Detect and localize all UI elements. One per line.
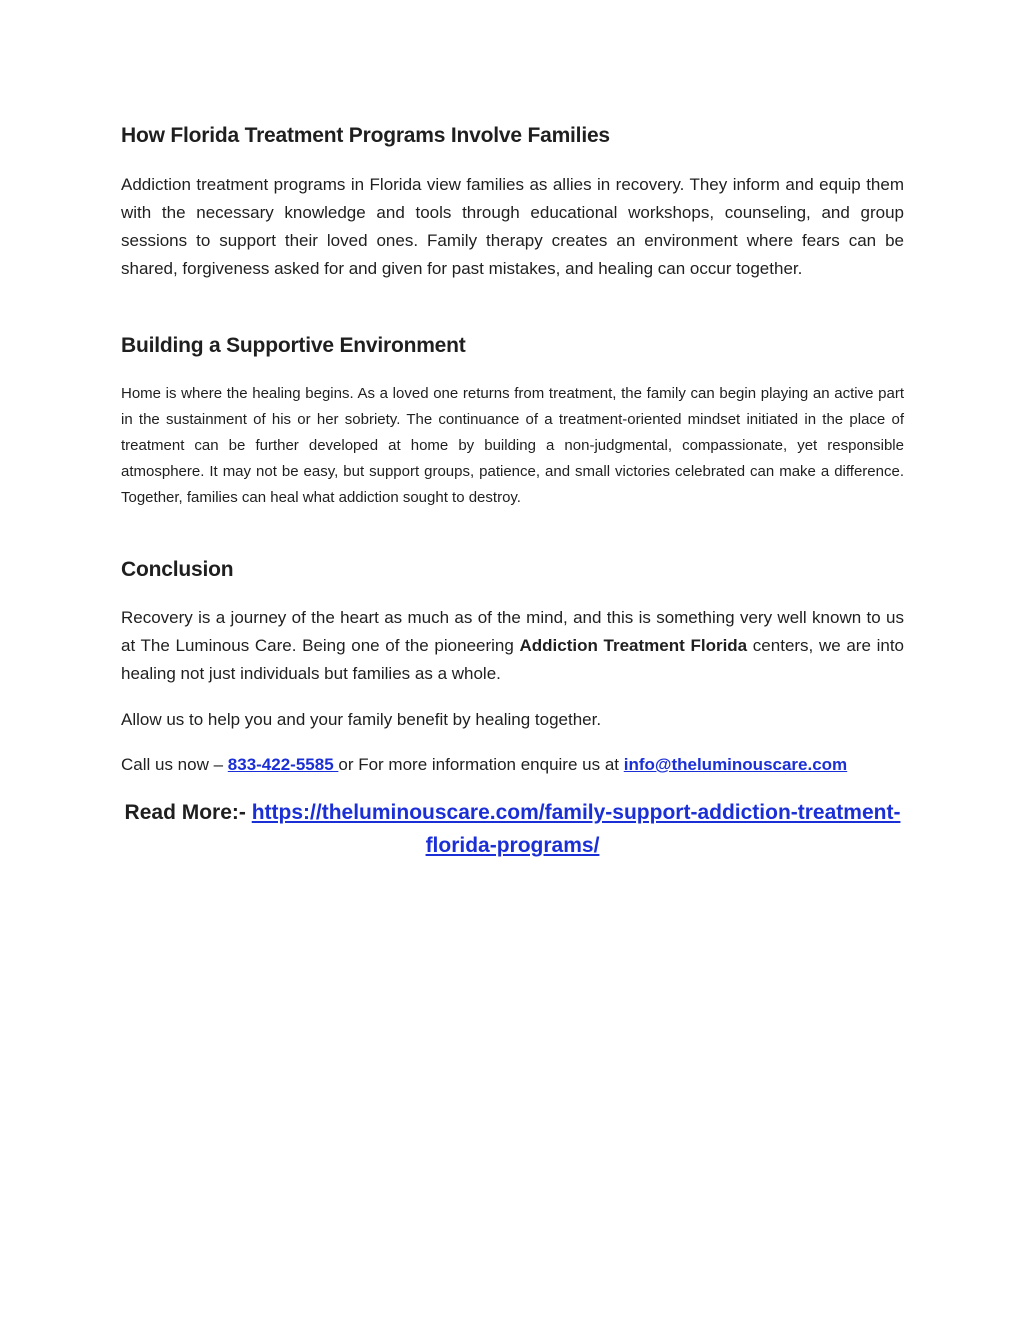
call-prefix-text: Call us now –: [121, 755, 228, 774]
conclusion-text-end: centers, we are into healing not just individuals but families as a whole.: [121, 636, 904, 683]
read-more-link[interactable]: https://theluminouscare.com/family-support-addiction-treatment-florida-programs/: [251, 801, 901, 857]
call-middle-text: or For more information enquire us at: [338, 755, 624, 774]
conclusion-text-start: Recovery is a journey of the heart as much as of the mind, and this is something very well known to us at The Luminous Care. Being one of the pioneering: [121, 608, 904, 655]
section-paragraph-families: Addiction treatment programs in Florida view families as allies in recovery. They inform and equip them with the necessary knowledge and tools through educational workshops, counseling, and group sessions to support their loved ones. Family therapy creates an environment where fears can be shared, forgiveness asked for and given for past mistakes, and healing can occur together.: [121, 175, 904, 278]
email-link[interactable]: info@theluminouscare.com: [623, 755, 848, 774]
section-heading-conclusion: Conclusion: [121, 558, 234, 581]
allow-us-paragraph: Allow us to help you and your family benefit by healing together.: [121, 710, 602, 729]
contact-paragraph: [121, 751, 847, 779]
section-heading-families: How Florida Treatment Programs Involve Families: [121, 124, 610, 147]
phone-link[interactable]: 833-422-5585: [227, 755, 339, 774]
section-heading-environment: Building a Supportive Environment: [121, 334, 466, 357]
read-more-label: Read More:-: [124, 801, 252, 824]
section-paragraph-environment: Home is where the healing begins. As a loved one returns from treatment, the family can begin playing an active part in the sustainment of his or her sobriety. The continuance of a treatment-oriented mindset initiated in the place of treatment can be further developed at home by building a non-judgmental, compassionate, yet responsible atmosphere. It may not be easy, but support groups, patience, and small victories celebrated can make a difference. Together, families can heal what addiction sought to destroy.: [121, 385, 904, 506]
conclusion-paragraph: [121, 604, 904, 688]
read-more-block: [121, 796, 904, 862]
conclusion-bold-keyword: Addiction Treatment Florida: [519, 636, 748, 655]
